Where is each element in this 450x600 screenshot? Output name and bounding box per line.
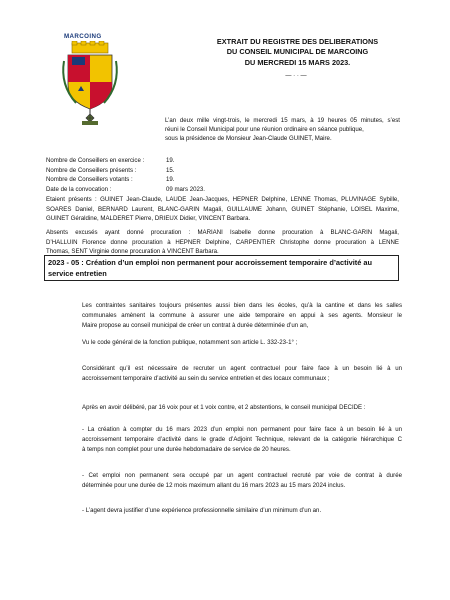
header-line-2: DU CONSEIL MUNICIPAL DE MARCOING xyxy=(226,47,369,57)
logo-name: MARCOING xyxy=(64,33,102,40)
document-header xyxy=(190,37,405,68)
body-line: accroissement temporaire d’activité dans le grade d’Adjoint Technique, relevant de la catégorie hiérarchique C xyxy=(82,436,402,443)
body-line: accroissement temporaire d’activité au sein du service entretien et des locaux communaux ; xyxy=(82,375,330,382)
stat-value: 15. xyxy=(166,166,175,174)
present-members xyxy=(46,196,399,223)
header-separator: — · · — xyxy=(285,72,307,79)
body-paragraph-1 xyxy=(82,302,402,330)
absent-members xyxy=(46,229,399,256)
stat-row xyxy=(46,176,266,186)
intro-line: L’an deux mille vingt-trois, le mercredi 15 mars, à 19 heures 05 minutes, s’est xyxy=(165,117,400,124)
body-paragraph-7: - L’agent devra justifier d’une expérience professionnelle similaire d’un minimum d’un an. xyxy=(82,507,322,514)
stat-value: 09 mars 2023. xyxy=(166,185,205,193)
body-paragraph-5 xyxy=(82,426,402,454)
body-line: à temps non complet pour une durée hebdomadaire de service de 20 heures. xyxy=(82,446,291,453)
absent-line: Absents excusés ayant donné procuration : MARIANI Isabelle donne procuration à BLANC-GARIN Magali, xyxy=(46,229,399,236)
deliberation-title-box xyxy=(44,255,399,281)
body-line: - La création à compter du 16 mars 2023 d’un emploi non permanent pour faire face à un besoin lié à un xyxy=(82,426,402,433)
stat-row xyxy=(46,157,266,167)
deliberation-title: 2023 - 05 : Création d’un emploi non permanent pour accroissement temporaire d’activité au service entretien xyxy=(48,258,373,278)
intro-line: sous la présidence de Monsieur Jean-Claude GUINET, Maire. xyxy=(165,135,332,142)
intro-line: réuni le Conseil Municipal pour une réunion ordinaire en séance publique, xyxy=(165,126,364,133)
stat-label: Nombre de Conseillers votants : xyxy=(46,176,133,183)
present-line: Etaient présents : GUINET Jean-Claude, LAUDE Jean-Jacques, HEPNER Delphine, LENNE Thomas, PLUVINAGE Sybille, xyxy=(46,196,399,203)
stat-value: 19. xyxy=(166,157,175,164)
body-line: communales amènent la commune à assurer une aide temporaire en appui à ses agents. Monsieur le xyxy=(82,312,402,319)
body-line: - Cet emploi non permanent sera occupé par un agent contractuel recruté par voie de contrat à durée xyxy=(82,472,402,479)
header-line-1: EXTRAIT DU REGISTRE DES DELIBERATIONS xyxy=(216,37,379,46)
header-line-3: DU MERCREDI 15 MARS 2023. xyxy=(244,57,351,67)
municipal-logo xyxy=(58,33,122,133)
body-paragraph-3 xyxy=(82,365,402,383)
council-stats xyxy=(46,157,266,195)
present-line: SOARES Daniel, BERNARD Laurent, BLANC-GARIN Magali, GUILLAUME Johann, GUINET Stéphanie, LOISEL Maxime, xyxy=(46,205,399,213)
body-line: Considérant qu’il est nécessaire de recruter un agent contractuel pour faire face à un besoin lié à un xyxy=(82,365,402,372)
stat-value: 19. xyxy=(166,176,175,183)
stat-label: Date de la convocation : xyxy=(46,185,112,193)
absent-line: Thomas, SENT Virginie donne procuration à VINCENT Barbara. xyxy=(46,248,219,255)
absent-line: D’HALLUIN Florence donne procuration à HEPNER Delphine, CARPENTIER Christophe donne procuration à LENNE xyxy=(46,238,399,246)
intro-paragraph xyxy=(165,117,400,143)
body-line: Les contraintes sanitaires toujours présentes aussi bien dans les écoles, qu’à la cantine et dans les salles xyxy=(82,302,402,309)
stat-row xyxy=(46,186,266,196)
stat-label: Nombre de Conseillers en exercice : xyxy=(46,157,145,164)
present-line: GUINET Géraldine, MALDERET Pierre, DRIEUX Didier, VINCENT Barbara. xyxy=(46,215,251,222)
body-paragraph-6 xyxy=(82,472,402,490)
coat-of-arms-icon xyxy=(58,41,122,131)
body-paragraph-4: Après en avoir délibéré, par 16 voix pour et 1 voix contre, et 2 abstentions, le conseil municipal DECIDE : xyxy=(82,404,366,411)
body-line: déterminée pour une durée de 12 mois maximum allant du 16 mars 2023 au 15 mars 2024 inclus. xyxy=(82,482,346,489)
body-paragraph-2: Vu le code général de la fonction publique, notamment son article L. 332-23-1° ; xyxy=(82,339,298,346)
stat-row xyxy=(46,167,266,177)
body-line: Maire propose au conseil municipal de créer un contrat à durée déterminée d’un an, xyxy=(82,322,309,329)
stat-label: Nombre de Conseillers présents : xyxy=(46,166,137,174)
